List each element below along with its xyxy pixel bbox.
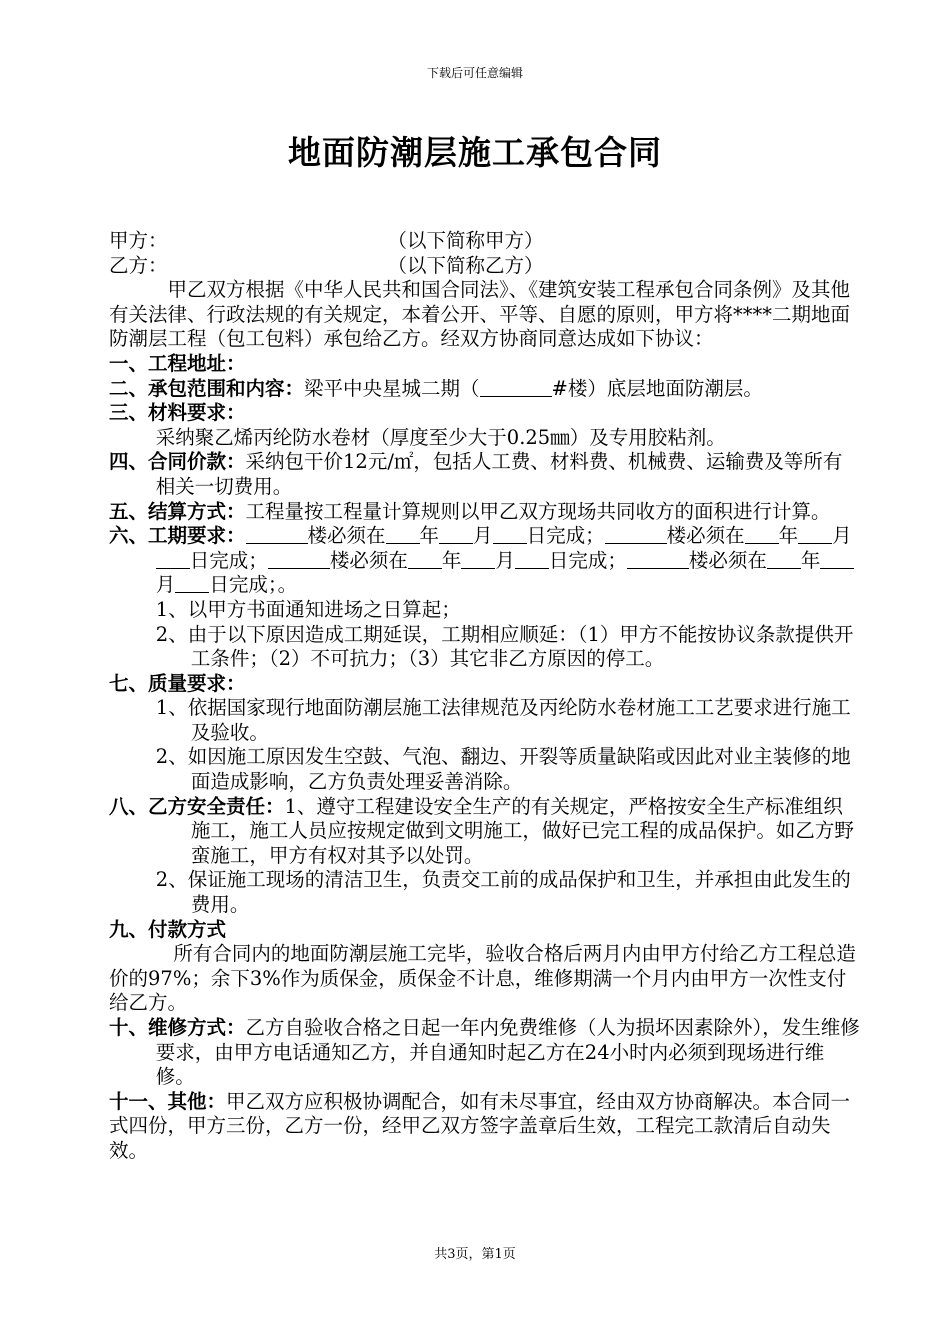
must-complete-label: 楼必须在 [307, 524, 386, 548]
section-5 [109, 500, 861, 525]
day-done-label: 日完成； [189, 548, 268, 572]
section-9-heading: 九、付款方式 [109, 917, 227, 941]
section-5-text: 工程量按工程量计算规则以甲乙双方现场共同收方的面积进行计算。 [245, 499, 831, 523]
section-11-text: 甲乙双方应积极协调配合，如有未尽事宜，经由双方协商解决。本合同一式四份，甲方三份，乙方一份，经甲乙双方签字盖章后生效，工程完工款清后自动失效。 [109, 1089, 851, 1162]
section-10-text: 乙方自验收合格之日起一年内免费维修（人为损坏因素除外），发生维修要求，由甲方电话通知乙方，并自通知时起乙方在24小时内必须到现场进行维修。 [155, 1016, 860, 1089]
year-blank-4[interactable] [767, 550, 801, 569]
section-6-item-1: 1、以甲方书面通知进场之日算起； [155, 597, 461, 621]
month-blank-3[interactable] [461, 550, 495, 569]
intro-paragraph: 甲乙双方根据《中华人民共和国合同法》、《建筑安装工程承包合同条例》及其他有关法律、行政法规的有关规定，本着公开、平等、自愿的原则，甲方将****二期地面防潮层工程（包工包料）承包给乙方。经双方协商同意达成如下协议： [109, 278, 851, 351]
section-1-heading: 一、工程地址： [109, 351, 246, 375]
day-done-label: 日完成； [526, 524, 605, 548]
month-label: 月 [155, 573, 176, 597]
year-label: 年 [441, 548, 462, 572]
section-10 [109, 1016, 861, 1090]
building-blank-1[interactable] [246, 525, 308, 544]
section-2 [109, 377, 861, 402]
section-8-item-1: 1、遵守工程建设安全生产的有关规定，严格按安全生产标准组织施工，施工人员应按规定做到文明施工，做好已完工程的成品保护。如乙方野蛮施工，甲方有权对其予以处罚。 [190, 794, 854, 867]
year-label: 年 [778, 524, 799, 548]
section-11-heading: 十一、其他： [109, 1089, 227, 1113]
section-1 [109, 352, 861, 377]
section-6 [109, 524, 861, 598]
section-10-heading: 十、维修方式： [109, 1016, 246, 1039]
party-a-label: 甲方： [109, 229, 168, 252]
party-b-suffix: （以下简称乙方） [387, 253, 544, 277]
day-blank-4[interactable] [175, 574, 209, 593]
section-3-heading: 三、材料要求： [109, 401, 246, 425]
section-3 [109, 401, 861, 426]
year-label: 年 [419, 524, 440, 548]
section-6-heading: 六、工期要求： [109, 524, 246, 548]
day-blank-2[interactable] [156, 550, 190, 569]
section-4-heading: 四、合同价款： [109, 450, 246, 474]
party-a-suffix: （以下简称甲方） [387, 229, 544, 252]
month-blank-4[interactable] [820, 550, 854, 569]
building-blank-4[interactable] [627, 550, 689, 569]
section-5-heading: 五、结算方式： [109, 499, 246, 523]
section-8-heading: 八、乙方安全责任： [109, 794, 285, 818]
section-9-text: 所有合同内的地面防潮层施工完毕，验收合格后两月内由甲方付给乙方工程总造价的97%；余下3%作为质保金，质保金不计息，维修期满一个月内由甲方一次性支付给乙方。 [109, 942, 856, 1015]
year-label: 年 [800, 548, 821, 572]
building-blank-2[interactable] [605, 525, 667, 544]
must-complete-label: 楼必须在 [688, 548, 767, 572]
party-b-label: 乙方： [109, 253, 168, 277]
month-blank-2[interactable] [798, 525, 832, 544]
month-label: 月 [495, 548, 515, 572]
section-11 [109, 1090, 861, 1164]
header-note: 下载后可任意编辑 [426, 66, 523, 80]
section-8-item-2: 2、保证施工现场的清洁卫生，负责交工前的成品保护和卫生，并承担由此发生的费用。 [155, 868, 851, 917]
section-3-text: 采纳聚乙烯丙纶防水卷材（厚度至少大于0.25㎜）及专用胶粘剂。 [155, 425, 726, 449]
document-title: 地面防潮层施工承包合同 [288, 133, 662, 172]
day-done-label: 日完成； [548, 548, 627, 572]
month-blank-1[interactable] [439, 525, 473, 544]
section-4 [109, 450, 861, 499]
building-blank-3[interactable] [268, 550, 330, 569]
section-9 [109, 918, 861, 943]
month-label: 月 [473, 524, 493, 548]
section-2-text-before: 梁平中央星城二期（ [304, 376, 480, 400]
party-a-line [109, 229, 861, 254]
section-2-text-after: #楼）底层地面防潮层。 [551, 376, 763, 400]
month-label: 月 [832, 524, 852, 548]
year-blank-2[interactable] [745, 525, 779, 544]
page-footer: 共3页，第1页 [434, 1247, 516, 1262]
must-complete-label: 楼必须在 [329, 548, 408, 572]
building-number-blank[interactable] [480, 378, 552, 397]
contract-body [109, 229, 861, 1164]
day-blank-3[interactable] [515, 550, 549, 569]
section-2-heading: 二、承包范围和内容： [109, 376, 305, 400]
day-done-label: 日完成； [209, 573, 278, 597]
section-7-item-2: 2、如因施工原因发生空鼓、气泡、翻边、开裂等质量缺陷或因此对业主装修的地面造成影响，乙方负责处理妥善消除。 [155, 745, 851, 794]
day-blank-1[interactable] [493, 525, 527, 544]
year-blank-3[interactable] [408, 550, 442, 569]
section-7-item-1: 1、依据国家现行地面防潮层施工法律规范及丙纶防水卷材施工工艺要求进行施工及验收。 [155, 696, 851, 744]
must-complete-label: 楼必须在 [666, 524, 745, 548]
section-4-text: 采纳包干价12元/㎡，包括人工费、材料费、机械费、运输费及等所有相关一切费用。 [155, 450, 843, 498]
year-blank-1[interactable] [386, 525, 420, 544]
section-7 [109, 672, 861, 697]
section-6-end: 。 [277, 573, 298, 597]
section-8 [109, 795, 861, 869]
section-6-item-2: 2、由于以下原因造成工期延误，工期相应顺延：（1）甲方不能按协议条款提供开工条件；（2）不可抗力；（3）其它非乙方原因的停工。 [155, 622, 854, 671]
party-b-line [109, 254, 861, 279]
section-7-heading: 七、质量要求： [109, 671, 246, 695]
